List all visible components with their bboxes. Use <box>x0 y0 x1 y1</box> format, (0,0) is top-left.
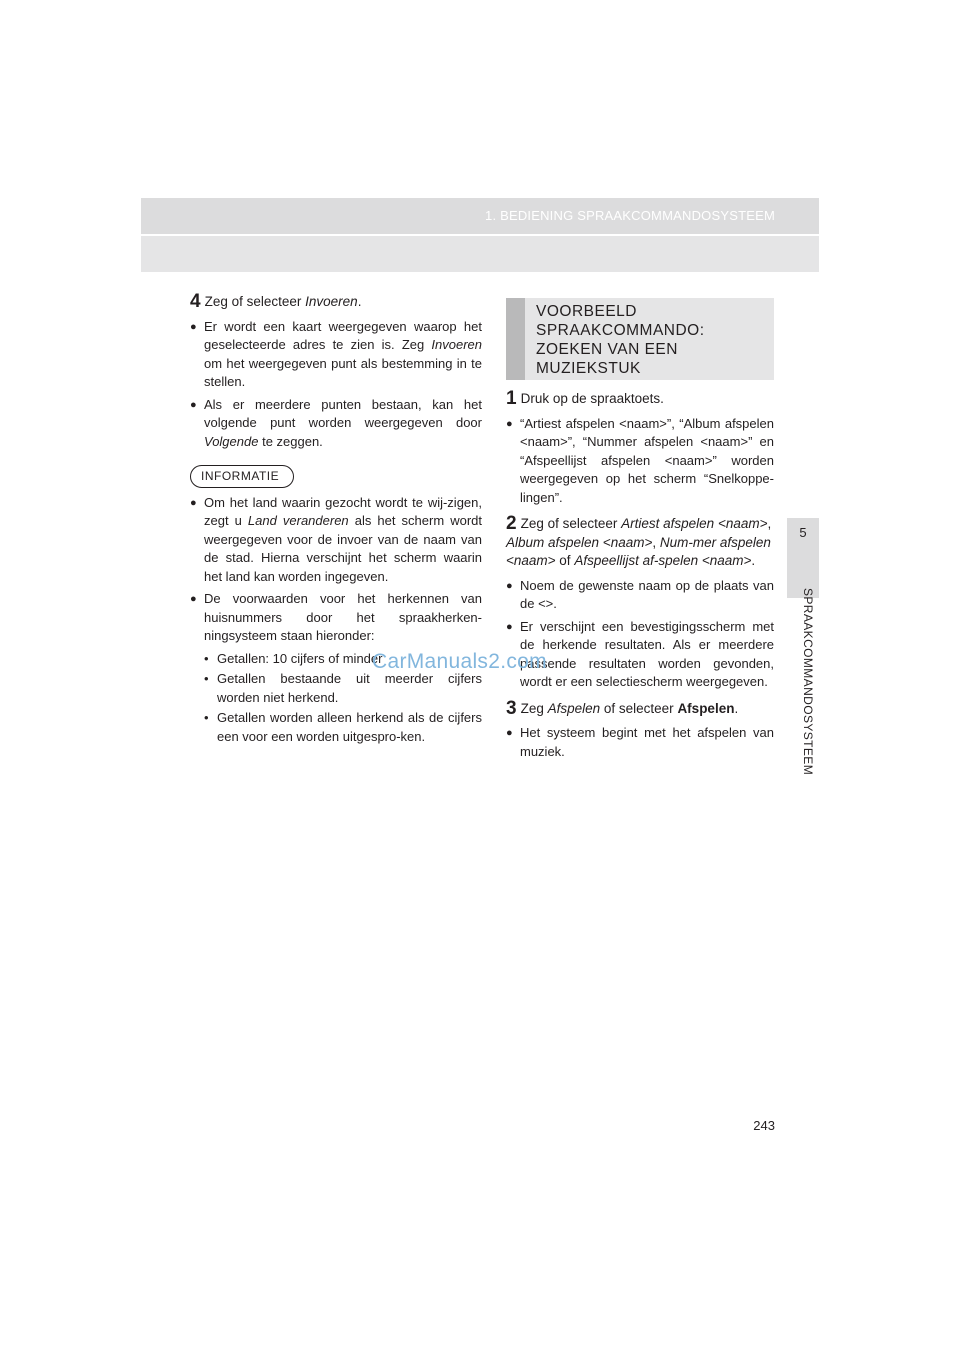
separator: , <box>767 516 772 531</box>
sub-item: • Getallen: 10 cijfers of minder <box>204 650 482 669</box>
example-box-title: VOORBEELD SPRAAKCOMMANDO: ZOEKEN VAN EEN MUZIEKSTUK <box>536 303 705 377</box>
separator: , <box>652 534 660 550</box>
info-item <box>190 494 482 587</box>
bullet-text: te zeggen. <box>258 433 323 449</box>
chapter-number: 5 <box>799 525 807 540</box>
sub-item: • Getallen bestaande uit meerder cijfers worden niet herkend. <box>204 670 482 707</box>
step-text: Druk op de spraaktoets. <box>520 391 664 406</box>
info-text: als het scherm wordt weergegeven voor de invoer van de naam van de stad. Hierna verschijnt het scherm waarin het land kan worden ingegeven. <box>204 513 482 584</box>
bullet-text: om het weergegeven punt als bestemming in te stellen. <box>204 355 482 389</box>
separator: of <box>555 553 575 568</box>
command-term: Invoeren <box>305 294 358 309</box>
step-number: 2 <box>506 513 517 534</box>
bullet-text: Er wordt een kaart weergegeven waarop het geselecteerde adres te zien is. Zeg <box>204 318 482 352</box>
bullet-item <box>190 396 482 452</box>
command-term: Album afspelen <naam> <box>506 534 653 550</box>
step-text: Zeg <box>520 700 548 716</box>
step-text: Zeg of selecteer <box>520 516 622 531</box>
section-title: 1. BEDIENING SPRAAKCOMMANDOSYSTEEM <box>485 208 775 223</box>
bullet-text: Als er meerdere punten bestaan, kan het volgende punt worden weergegeven door <box>204 396 482 430</box>
command-term: Volgende <box>204 433 259 449</box>
info-item: ● De voorwaarden voor het herkennen van huisnummers door het spraakherken-ningsysteem staan hieronder: <box>190 590 482 646</box>
step-2 <box>506 515 774 571</box>
bullet-item: ● Het systeem begint met het afspelen van muziek. <box>506 724 774 761</box>
bullet-item: ● Er verschijnt een bevestigingsscherm met de herkende resultaten. Als er meerdere passende resultaten worden gevonden, wordt er een selectiescherm weergegeven. <box>506 618 774 692</box>
info-text: Om het land waarin gezocht wordt te wij-zigen, zegt u <box>204 494 482 528</box>
command-term: Afspelen <box>547 700 601 716</box>
header-lower-band <box>141 236 819 272</box>
step-4 <box>190 293 482 312</box>
step-text: Zeg of selecteer <box>204 294 306 309</box>
step-text-end: . <box>357 294 362 309</box>
right-column <box>506 390 774 765</box>
step-text-end: . <box>734 700 739 716</box>
command-term: Invoeren <box>431 337 482 352</box>
step-number: 3 <box>506 697 517 719</box>
chapter-label: SPRAAKCOMMANDOSYSTEEM <box>801 588 815 776</box>
step-text: of selecteer <box>600 700 678 716</box>
watermark[interactable]: CarManuals2.com <box>372 650 547 673</box>
sub-item: • Getallen worden alleen herkend als de cijfers een voor een worden uitgespro-ken. <box>204 709 482 746</box>
command-term: Afspeellijst af-spelen <naam> <box>574 553 752 568</box>
bullet-item <box>190 318 482 392</box>
info-label: INFORMATIE <box>190 465 294 488</box>
bullet-item: ● Noem de gewenste naam op de plaats van de <>. <box>506 577 774 614</box>
command-term: Artiest afspelen <naam> <box>621 516 768 531</box>
command-term: Land veranderen <box>247 513 349 528</box>
step-text-end: . <box>751 553 756 568</box>
step-3 <box>506 697 774 719</box>
left-column <box>190 293 482 748</box>
command-term: Num-mer afspelen <naam> <box>506 534 771 568</box>
button-term: Afspelen <box>677 700 735 716</box>
bullet-item: ● “Artiest afspelen <naam>”, “Album afspelen <naam>”, “Nummer afspelen <naam>” en “Afspeellijst afspelen <naam>” worden weergegeven op het scherm “Snelkoppe-lingen”. <box>506 415 774 508</box>
step-number: 1 <box>506 388 517 409</box>
step-number: 4 <box>190 291 201 312</box>
page-number: 243 <box>753 1118 775 1133</box>
example-box-bar <box>506 298 525 380</box>
step-1 <box>506 390 774 409</box>
